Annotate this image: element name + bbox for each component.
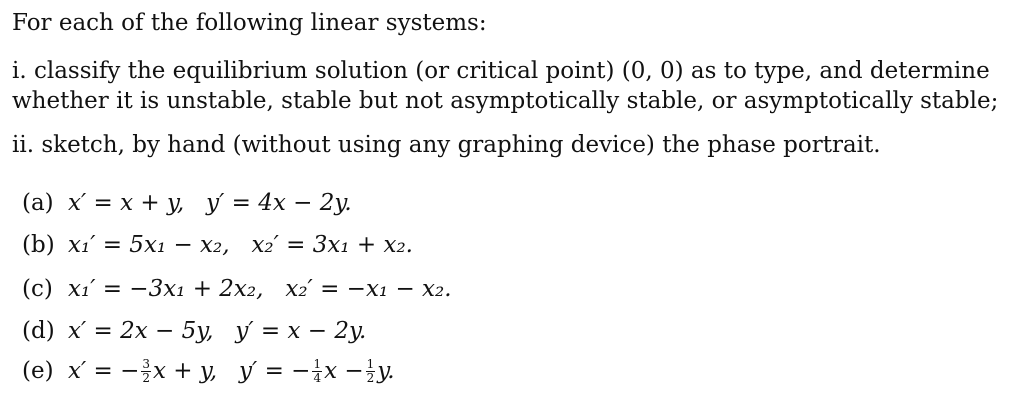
fraction-one-half [366, 358, 376, 384]
instruction-ii: ii. sketch, by hand (without using any graphing device) the phase portrait. [12, 132, 881, 158]
fraction-denominator: 2 [366, 370, 375, 385]
system-a [22, 192, 352, 215]
system-e-part1: x′ = − [68, 357, 140, 384]
fraction-denominator: 2 [142, 370, 150, 385]
system-b [22, 234, 413, 257]
system-c-equation: x₁′ = −3x₁ + 2x₂, x₂′ = −x₁ − x₂. [68, 276, 452, 302]
fraction-numerator: 1 [366, 357, 375, 371]
system-c-label: (c) [22, 276, 53, 302]
fraction-numerator: 3 [142, 357, 150, 371]
instruction-i-line2: whether it is unstable, stable but not asymptotically stable, or asymptotically stable; [12, 88, 999, 114]
system-a-label: (a) [22, 190, 54, 216]
system-e-part3: x − [324, 357, 364, 384]
fraction-denominator: 4 [313, 370, 322, 385]
system-c [22, 278, 452, 301]
system-e [22, 358, 395, 384]
fraction-three-halves [141, 358, 151, 384]
instruction-i-line1: i. classify the equilibrium solution (or critical point) (0, 0) as to type, and determine [12, 58, 990, 84]
system-e-part4: y. [377, 357, 395, 384]
system-a-equation: x′ = x + y, y′ = 4x − 2y. [68, 190, 352, 216]
intro-text: For each of the following linear systems: [12, 10, 487, 36]
fraction-numerator: 1 [313, 357, 322, 371]
system-d [22, 320, 366, 343]
system-d-label: (d) [22, 318, 55, 344]
system-d-equation: x′ = 2x − 5y, y′ = x − 2y. [68, 318, 367, 344]
system-e-label: (e) [22, 357, 54, 384]
system-b-label: (b) [22, 232, 55, 258]
fraction-one-quarter [312, 358, 322, 384]
system-b-equation: x₁′ = 5x₁ − x₂, x₂′ = 3x₁ + x₂. [68, 232, 413, 258]
system-e-part2: x + y, y′ = − [153, 357, 311, 384]
